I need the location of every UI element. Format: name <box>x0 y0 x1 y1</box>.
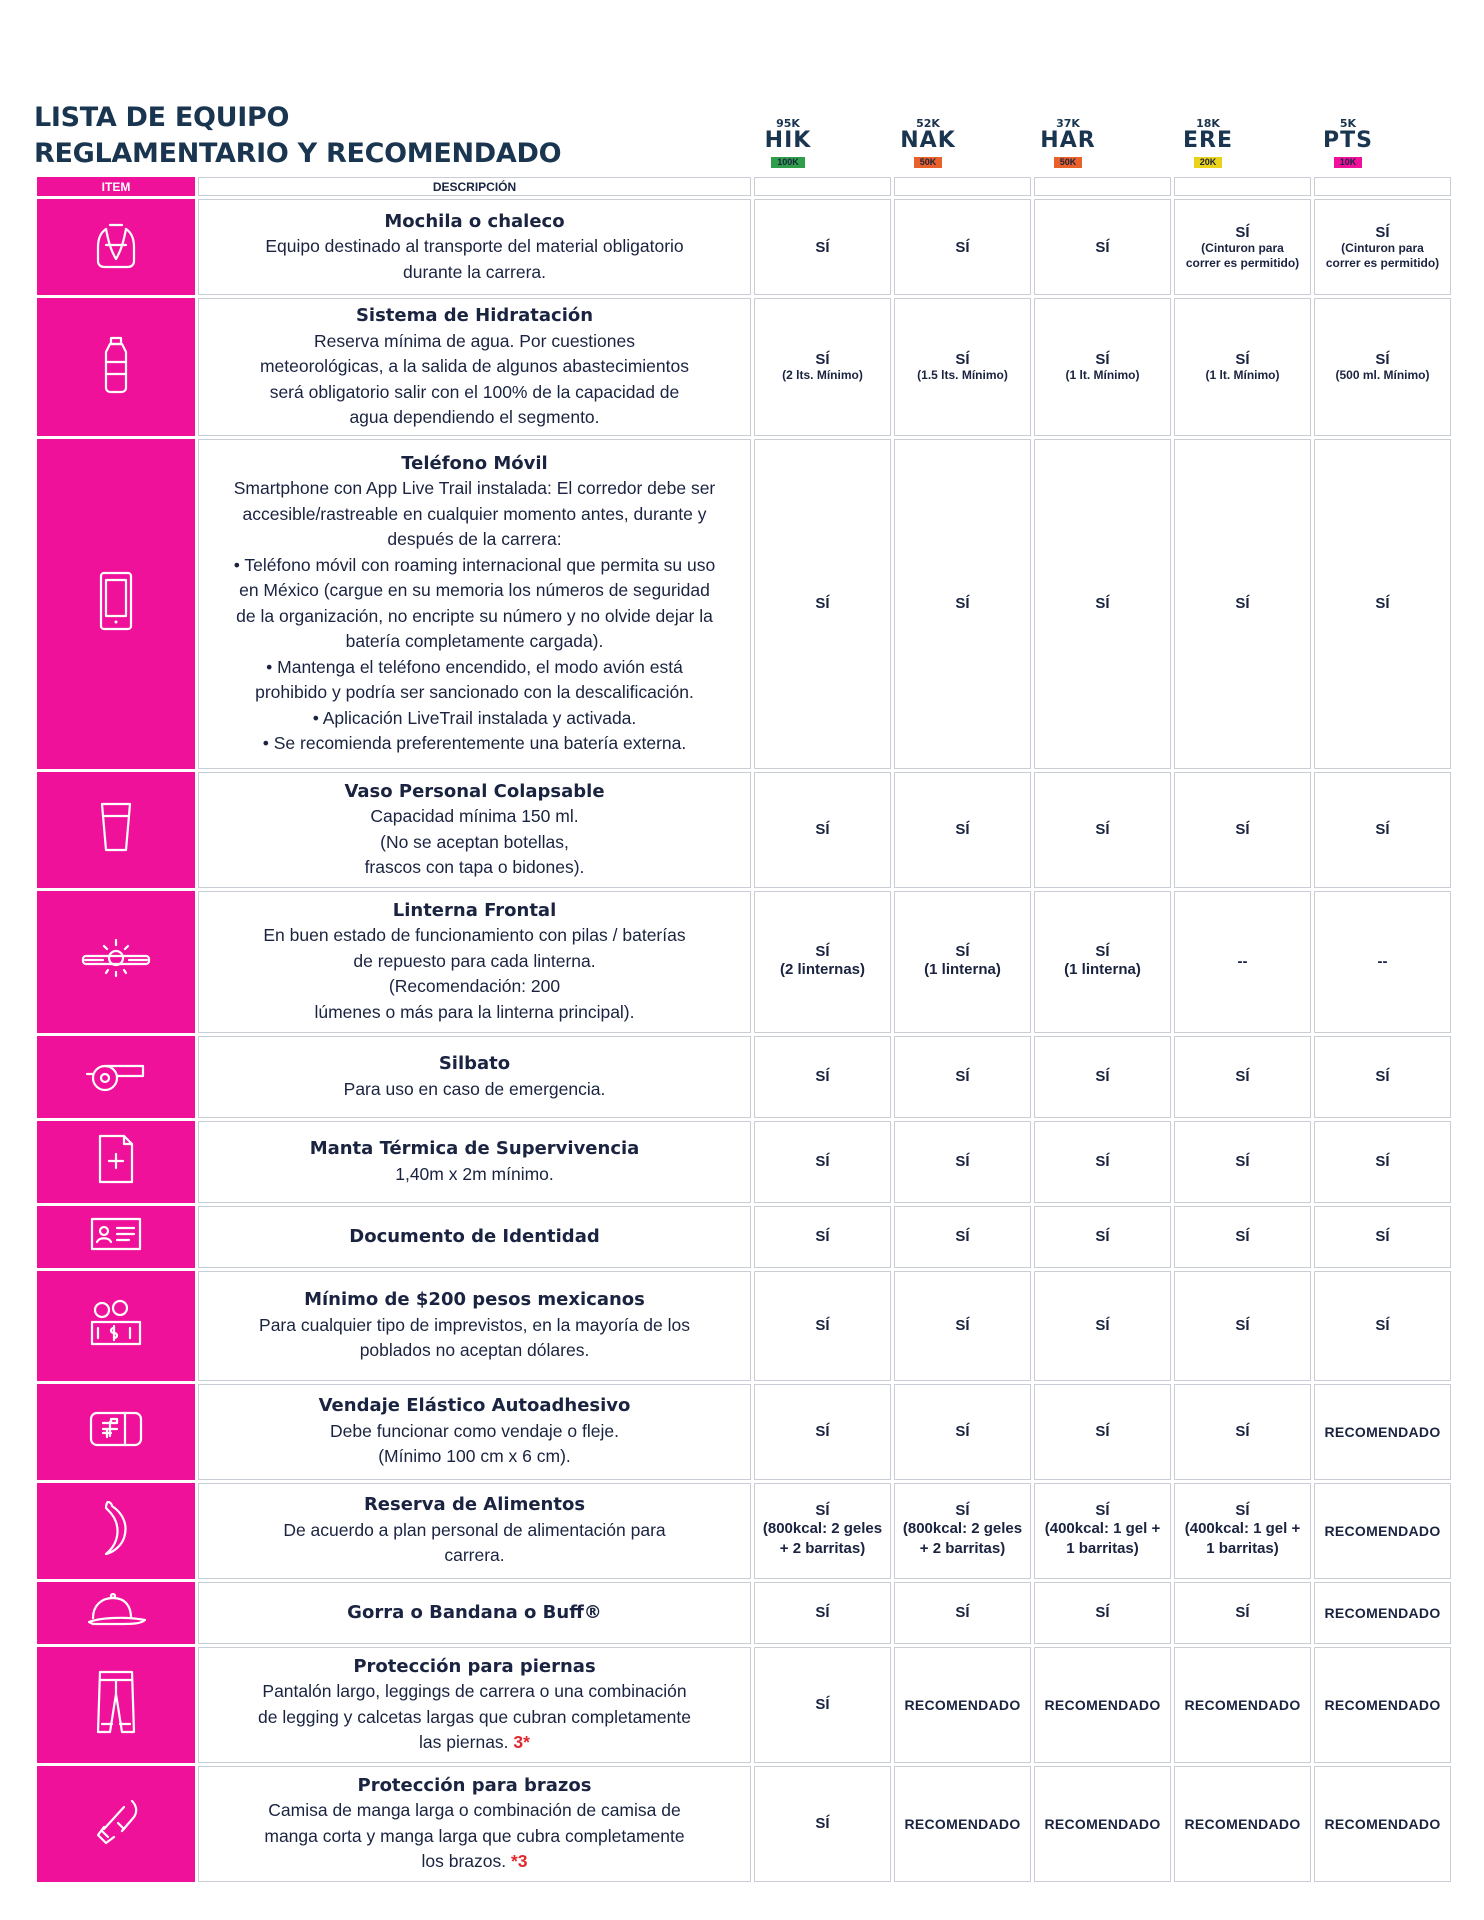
required-value: SÍ <box>1095 821 1110 838</box>
required-value: SÍ <box>1235 821 1250 838</box>
requirement-cell <box>1174 1647 1311 1763</box>
item-icon-cell <box>37 891 195 1033</box>
header-cell <box>1034 177 1171 196</box>
requirement-cell <box>1314 298 1451 436</box>
backpack-icon <box>90 258 142 275</box>
requirement-cell <box>754 1271 891 1381</box>
recommended-value: RECOMENDADO <box>904 1815 1021 1832</box>
item-description-text: De acuerdo a plan personal de alimentación para carrera. <box>283 1519 666 1566</box>
item-icon-cell <box>37 298 195 436</box>
item-name: Vendaje Elástico Autoadhesivo <box>318 1395 631 1417</box>
item-description <box>209 1162 740 1188</box>
title-line-1: LISTA DE EQUIPO <box>34 102 290 133</box>
requirement-cell <box>1174 199 1311 295</box>
requirement-cell <box>894 1036 1031 1118</box>
race-badge: 50K <box>914 157 943 168</box>
item-name: Protección para piernas <box>353 1655 596 1677</box>
required-value: SÍ <box>815 350 830 368</box>
not-applicable-value: -- <box>1377 953 1388 970</box>
table-row <box>37 772 1451 888</box>
requirement-note: (1 linterna) <box>1064 961 1141 978</box>
requirement-note: (Cinturon para correr es permitido) <box>1325 240 1440 270</box>
race-distance: 52K <box>916 117 940 130</box>
requirement-cell <box>1314 1271 1451 1381</box>
item-description-cell <box>198 1483 751 1579</box>
item-name: Documento de Identidad <box>349 1225 600 1247</box>
requirement-cell <box>1034 439 1171 769</box>
item-description-cell <box>198 1271 751 1381</box>
required-value: SÍ <box>815 1696 830 1713</box>
item-name: Teléfono Móvil <box>401 452 548 474</box>
required-value: SÍ <box>815 943 830 960</box>
banana-icon <box>96 1545 136 1562</box>
item-description-text: Capacidad mínima 150 ml. (No se aceptan botellas, frascos con tapa o bidones). <box>364 806 585 877</box>
requirement-cell <box>894 1121 1031 1203</box>
required-value: SÍ <box>1235 1068 1250 1085</box>
cap-icon <box>85 1617 147 1634</box>
requirement-cell <box>1314 1121 1451 1203</box>
requirement-cell <box>1174 298 1311 436</box>
table-row <box>37 1121 1451 1203</box>
required-value: SÍ <box>1095 238 1110 256</box>
required-value: SÍ <box>1235 350 1250 368</box>
requirement-cell <box>894 298 1031 436</box>
race-badge: 20K <box>1194 157 1223 168</box>
recommended-value: RECOMENDADO <box>1324 1696 1441 1713</box>
requirement-cell <box>1034 1483 1171 1579</box>
recommended-value: RECOMENDADO <box>1324 1815 1441 1832</box>
item-icon-cell <box>37 1582 195 1644</box>
item-name: Gorra o Bandana o Buff® <box>347 1601 602 1623</box>
item-description-cell <box>198 891 751 1033</box>
requirement-cell <box>1174 1271 1311 1381</box>
requirement-cell <box>894 1206 1031 1268</box>
requirement-cell <box>1314 1647 1451 1763</box>
requirement-cell <box>894 439 1031 769</box>
requirement-cell <box>1174 772 1311 888</box>
item-icon-cell <box>37 1036 195 1118</box>
required-value: SÍ <box>1375 821 1390 838</box>
required-value: SÍ <box>1375 1068 1390 1085</box>
requirement-cell <box>1034 1271 1171 1381</box>
race-code: ERE <box>1183 128 1233 153</box>
item-description-cell <box>198 1121 751 1203</box>
required-value: SÍ <box>1235 1228 1250 1245</box>
item-description-cell <box>198 199 751 295</box>
item-icon-cell <box>37 1384 195 1480</box>
requirement-cell <box>754 298 891 436</box>
requirement-cell <box>1034 199 1171 295</box>
requirement-cell <box>754 1206 891 1268</box>
item-description <box>209 234 740 285</box>
footnote-mark: 3* <box>508 1732 530 1752</box>
recommended-value: RECOMENDADO <box>1044 1696 1161 1713</box>
required-value: SÍ <box>955 1604 970 1621</box>
item-name: Vaso Personal Colapsable <box>344 780 605 802</box>
race-logo-ere <box>1148 118 1268 170</box>
required-value: SÍ <box>1095 595 1110 612</box>
requirement-cell <box>1174 1206 1311 1268</box>
requirement-note: (400kcal: 1 gel + 1 barritas) <box>1044 1520 1161 1557</box>
item-description <box>209 1313 740 1364</box>
requirement-cell <box>1034 772 1171 888</box>
race-logos <box>0 118 1484 170</box>
requirement-note: (800kcal: 2 geles + 2 barritas) <box>902 1520 1023 1557</box>
race-logo-har <box>1008 118 1128 170</box>
item-name: Mínimo de $200 pesos mexicanos <box>304 1289 645 1311</box>
required-value: SÍ <box>1095 1068 1110 1085</box>
required-value: SÍ <box>1095 943 1110 960</box>
required-value: SÍ <box>815 1604 830 1621</box>
required-value: SÍ <box>955 943 970 960</box>
requirement-cell <box>1174 1766 1311 1882</box>
required-value: SÍ <box>1095 1502 1110 1519</box>
race-badge: 50K <box>1054 157 1083 168</box>
item-icon-cell <box>37 199 195 295</box>
required-value: SÍ <box>815 821 830 838</box>
item-description-text: Equipo destinado al transporte del material obligatorio durante la carrera. <box>265 236 684 282</box>
requirement-note: (1.5 lts. Mínimo) <box>917 367 1008 382</box>
requirement-cell <box>1314 1384 1451 1480</box>
item-description <box>209 804 740 881</box>
race-badge: 10K <box>1334 157 1363 168</box>
pants-icon <box>94 1723 138 1740</box>
table-row <box>37 1766 1451 1882</box>
item-description-text: Smartphone con App Live Trail instalada: El corredor debe ser accesible/rastreable en cualquier momento antes, durante y después de la carrera: • Teléfono móvil con roaming internacional que permita su uso en México (cargue en su memoria los números de seguridad de la organización, no encripte su número y no olvide dejar la batería completamente cargada). • Mantenga el teléfono encendido, el modo avión está prohibido y podría ser sancionado con la descalificación. • Aplicación LiveTrail instalada y activada. • Se recomienda preferentemente una batería externa. <box>233 478 716 753</box>
requirement-cell <box>1174 1384 1311 1480</box>
table-row <box>37 199 1451 295</box>
item-description-cell <box>198 439 751 769</box>
item-description-cell <box>198 1647 751 1763</box>
race-code: NAK <box>900 128 956 153</box>
recommended-value: RECOMENDADO <box>1324 1522 1441 1539</box>
recommended-value: RECOMENDADO <box>1324 1423 1441 1440</box>
required-value: SÍ <box>955 821 970 838</box>
requirement-cell <box>754 1582 891 1644</box>
required-value: SÍ <box>1095 1228 1110 1245</box>
required-value: SÍ <box>955 1228 970 1245</box>
required-value: SÍ <box>955 1068 970 1085</box>
whistle-icon <box>83 1081 149 1098</box>
requirement-cell <box>1314 1483 1451 1579</box>
required-value: SÍ <box>1375 1317 1390 1334</box>
item-icon-cell <box>37 1483 195 1579</box>
table-row <box>37 1036 1451 1118</box>
required-value: SÍ <box>815 1502 830 1519</box>
requirement-cell <box>894 1384 1031 1480</box>
requirement-cell <box>1034 1647 1171 1763</box>
required-value: SÍ <box>1095 1423 1110 1440</box>
race-distance: 5K <box>1339 117 1357 130</box>
table-row <box>37 1582 1451 1644</box>
recommended-value: RECOMENDADO <box>1044 1815 1161 1832</box>
race-code: HIK <box>764 128 812 153</box>
required-value: SÍ <box>955 1153 970 1170</box>
item-description <box>209 1798 740 1875</box>
requirement-note: (1 linterna) <box>924 961 1001 978</box>
footnote-mark: *3 <box>506 1851 528 1871</box>
header-cell <box>1314 177 1451 196</box>
table-row <box>37 1384 1451 1480</box>
requirement-cell <box>1034 298 1171 436</box>
required-value: SÍ <box>1375 595 1390 612</box>
requirement-cell <box>754 1483 891 1579</box>
race-logo-pts <box>1288 118 1408 170</box>
table-row <box>37 891 1451 1033</box>
required-value: SÍ <box>1095 1604 1110 1621</box>
table-row <box>37 1271 1451 1381</box>
requirement-cell <box>1174 439 1311 769</box>
race-distance: 95K <box>776 117 800 130</box>
required-value: SÍ <box>955 238 970 256</box>
item-icon-cell <box>37 772 195 888</box>
required-value: SÍ <box>1375 223 1390 241</box>
item-description <box>209 1518 740 1569</box>
requirement-cell <box>894 199 1031 295</box>
required-value: SÍ <box>815 595 830 612</box>
required-value: SÍ <box>815 1153 830 1170</box>
item-description-text: Camisa de manga larga o combinación de camisa de manga corta y manga larga que cubra completamente los brazos. <box>264 1800 685 1871</box>
requirement-cell <box>1174 891 1311 1033</box>
requirement-note: (500 ml. Mínimo) <box>1335 367 1430 382</box>
item-description-text: Reserva mínima de agua. Por cuestiones meteorológicas, a la salida de algunos abastecimientos será obligatorio salir con el 100% de la capacidad de agua dependiendo el segmento. <box>259 330 689 427</box>
required-value: SÍ <box>815 1068 830 1085</box>
item-description-cell <box>198 298 751 436</box>
requirement-cell <box>754 891 891 1033</box>
header-cell <box>1174 177 1311 196</box>
item-description <box>209 329 740 431</box>
item-name: Mochila o chaleco <box>384 210 565 232</box>
requirement-cell <box>894 1271 1031 1381</box>
item-description-text: Pantalón largo, leggings de carrera o una combinación de legging y calcetas largas que cubran completamente las piernas. <box>258 1681 691 1752</box>
headlamp-icon <box>81 971 151 988</box>
item-description-cell <box>198 1582 751 1644</box>
item-description-text: Para cualquier tipo de imprevistos, en la mayoría de los poblados no aceptan dólares. <box>259 1314 690 1361</box>
item-description-cell <box>198 1206 751 1268</box>
header-item: ITEM <box>37 177 195 196</box>
item-description-cell <box>198 772 751 888</box>
required-value: SÍ <box>815 1815 830 1832</box>
requirement-cell <box>1034 1121 1171 1203</box>
required-value: SÍ <box>815 1317 830 1334</box>
required-value: SÍ <box>955 1423 970 1440</box>
required-value: SÍ <box>1095 1153 1110 1170</box>
requirement-cell <box>1034 891 1171 1033</box>
item-description-text: En buen estado de funcionamiento con pilas / baterías de repuesto para cada linterna. (Recomendación: 200 lúmenes o más para la linterna principal). <box>263 925 686 1022</box>
recommended-value: RECOMENDADO <box>904 1696 1021 1713</box>
requirement-note: (400kcal: 1 gel + 1 barritas) <box>1184 1520 1301 1557</box>
id-card-icon <box>90 1238 142 1255</box>
requirement-note: (2 lts. Mínimo) <box>782 367 863 382</box>
item-description <box>209 1077 740 1103</box>
requirement-cell <box>1314 772 1451 888</box>
race-badge: 100K <box>771 157 805 168</box>
race-code: HAR <box>1040 128 1096 153</box>
required-value: SÍ <box>1235 1317 1250 1334</box>
required-value: SÍ <box>955 350 970 368</box>
requirement-cell <box>1034 1766 1171 1882</box>
table-row <box>37 1647 1451 1763</box>
race-logo-nak <box>868 118 988 170</box>
requirement-cell <box>894 772 1031 888</box>
not-applicable-value: -- <box>1237 953 1248 970</box>
required-value: SÍ <box>1375 1153 1390 1170</box>
requirement-cell <box>1174 1483 1311 1579</box>
requirement-cell <box>754 1384 891 1480</box>
requirement-cell <box>754 1647 891 1763</box>
required-value: SÍ <box>955 1502 970 1519</box>
requirement-note: (800kcal: 2 geles + 2 barritas) <box>762 1520 883 1557</box>
race-distance: 37K <box>1056 117 1080 130</box>
requirement-cell <box>1314 891 1451 1033</box>
recommended-value: RECOMENDADO <box>1184 1696 1301 1713</box>
requirement-cell <box>894 891 1031 1033</box>
requirement-cell <box>1034 1206 1171 1268</box>
requirement-note: (2 linternas) <box>779 961 866 978</box>
requirement-cell <box>1314 199 1451 295</box>
item-description-cell <box>198 1036 751 1118</box>
item-name: Silbato <box>438 1053 511 1074</box>
header-cell <box>894 177 1031 196</box>
table-row <box>37 298 1451 436</box>
item-icon-cell <box>37 1206 195 1268</box>
requirement-cell <box>1034 1036 1171 1118</box>
requirement-note: (1 lt. Mínimo) <box>1205 367 1280 382</box>
header-description: DESCRIPCIÓN <box>198 177 751 196</box>
required-value: SÍ <box>815 238 830 256</box>
required-value: SÍ <box>1375 1228 1390 1245</box>
requirement-note: (Cinturon para correr es permitido) <box>1185 240 1300 270</box>
item-description-text: Para uso en caso de emergencia. <box>343 1078 606 1099</box>
item-name: Reserva de Alimentos <box>363 1494 586 1516</box>
requirement-cell <box>894 1647 1031 1763</box>
required-value: SÍ <box>1235 1423 1250 1440</box>
required-value: SÍ <box>955 1317 970 1334</box>
item-name: Linterna Frontal <box>392 899 557 921</box>
requirement-cell <box>894 1766 1031 1882</box>
item-description-text: Debe funcionar como vendaje o fleje. (Mínimo 100 cm x 6 cm). <box>330 1420 619 1467</box>
requirement-cell <box>1174 1582 1311 1644</box>
header-cell <box>754 177 891 196</box>
requirement-cell <box>754 1766 891 1882</box>
requirement-cell <box>894 1582 1031 1644</box>
requirement-note: (1 lt. Mínimo) <box>1065 367 1140 382</box>
requirement-cell <box>1314 439 1451 769</box>
item-description-cell <box>198 1766 751 1882</box>
item-icon-cell <box>37 1766 195 1882</box>
race-distance: 18K <box>1196 117 1220 130</box>
required-value: SÍ <box>815 1423 830 1440</box>
item-icon-cell <box>37 1271 195 1381</box>
title-line-2: REGLAMENTARIO Y RECOMENDADO <box>34 138 562 169</box>
requirement-cell <box>1314 1582 1451 1644</box>
equipment-table <box>34 174 1454 1885</box>
required-value: SÍ <box>1375 350 1390 368</box>
item-name: Manta Térmica de Supervivencia <box>309 1138 640 1159</box>
item-description-cell <box>198 1384 751 1480</box>
requirement-cell <box>754 772 891 888</box>
requirement-cell <box>754 1121 891 1203</box>
item-name: Protección para brazos <box>357 1774 592 1796</box>
requirement-cell <box>1314 1206 1451 1268</box>
item-icon-cell <box>37 1647 195 1763</box>
cup-icon <box>96 841 136 858</box>
requirement-cell <box>754 439 891 769</box>
required-value: SÍ <box>1095 350 1110 368</box>
arm-sleeve-icon <box>88 1836 144 1853</box>
bandage-roll-icon <box>89 1436 143 1453</box>
required-value: SÍ <box>955 595 970 612</box>
required-value: SÍ <box>815 1228 830 1245</box>
required-value: SÍ <box>1095 1317 1110 1334</box>
table-header <box>37 177 1451 196</box>
thermal-blanket-icon <box>96 1173 136 1190</box>
item-description <box>209 1419 740 1470</box>
requirement-cell <box>1034 1582 1171 1644</box>
smartphone-icon <box>96 619 136 636</box>
item-description <box>209 923 740 1025</box>
item-icon-cell <box>37 439 195 769</box>
requirement-cell <box>1034 1384 1171 1480</box>
required-value: SÍ <box>1235 1502 1250 1519</box>
required-value: SÍ <box>1235 595 1250 612</box>
item-name: Sistema de Hidratación <box>355 305 594 326</box>
requirement-cell <box>1314 1036 1451 1118</box>
required-value: SÍ <box>1235 1604 1250 1621</box>
item-description <box>209 1679 740 1756</box>
table-row <box>37 439 1451 769</box>
required-value: SÍ <box>1235 1153 1250 1170</box>
recommended-value: RECOMENDADO <box>1184 1815 1301 1832</box>
required-value: SÍ <box>1235 223 1250 241</box>
item-description-text: 1,40m x 2m mínimo. <box>395 1163 554 1184</box>
requirement-cell <box>754 199 891 295</box>
requirement-cell <box>754 1036 891 1118</box>
race-code: PTS <box>1323 128 1373 153</box>
requirement-cell <box>894 1483 1031 1579</box>
table-row <box>37 1483 1451 1579</box>
requirement-cell <box>1174 1036 1311 1118</box>
money-icon <box>88 1335 144 1352</box>
water-bottle-icon <box>96 381 136 398</box>
requirement-cell <box>1174 1121 1311 1203</box>
race-logo-hik <box>728 118 848 170</box>
item-description <box>209 476 740 757</box>
recommended-value: RECOMENDADO <box>1324 1604 1441 1621</box>
item-icon-cell <box>37 1121 195 1203</box>
requirement-cell <box>1314 1766 1451 1882</box>
table-row <box>37 1206 1451 1268</box>
